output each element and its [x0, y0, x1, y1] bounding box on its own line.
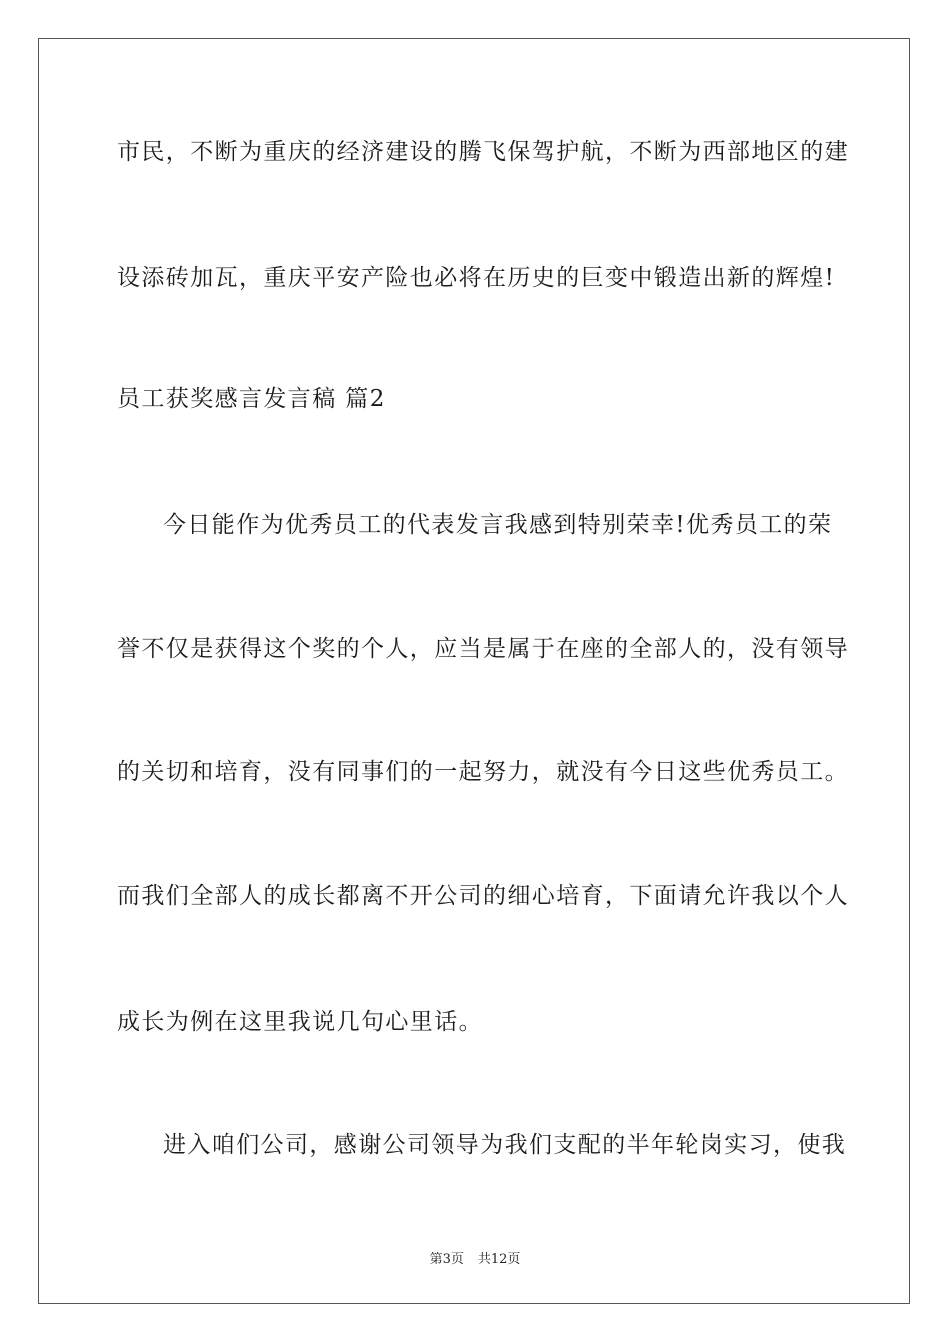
paragraph-1-line-5: 成长为例在这里我说几句心里话。 [117, 1009, 483, 1035]
page-number: 第3页 [429, 1252, 464, 1267]
paragraph-1-line-4: 而我们全部人的成长都离不开公司的细心培育，下面请允许我以个人 [117, 883, 849, 909]
body-text-line-1: 市民，不断为重庆的经济建设的腾飞保驾护航，不断为西部地区的建 [117, 139, 849, 165]
page-total: 共12页 [477, 1252, 521, 1267]
page-border [38, 38, 910, 1304]
paragraph-2-line-1: 进入咱们公司，感谢公司领导为我们支配的半年轮岗实习，使我 [163, 1132, 847, 1158]
section-heading: 员工获奖感言发言稿 篇2 [117, 386, 386, 412]
body-text-line-2: 设添砖加瓦，重庆平安产险也必将在历史的巨变中锻造出新的辉煌! [117, 265, 836, 291]
paragraph-1-line-2: 誉不仅是获得这个奖的个人，应当是属于在座的全部人的，没有领导 [117, 636, 849, 662]
paragraph-1-line-3: 的关切和培育，没有同事们的一起努力，就没有今日这些优秀员工。 [117, 759, 849, 785]
paragraph-1-line-1: 今日能作为优秀员工的代表发言我感到特别荣幸!优秀员工的荣 [163, 512, 833, 538]
page-footer [0, 1248, 950, 1267]
